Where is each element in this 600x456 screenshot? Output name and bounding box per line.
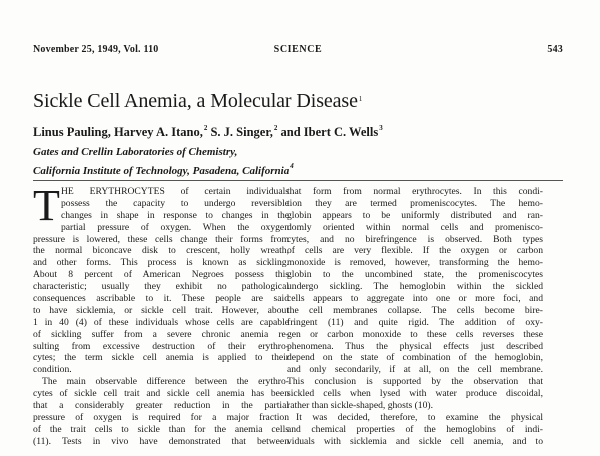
text-line: consequences ascribable to it. These people are said (33, 293, 289, 305)
text-line: 1 in 40 (4) of these individuals whose cells are capable (33, 316, 289, 328)
text-line: undergo sickling. The hemoglobin within the sickled (287, 281, 543, 293)
text-line: (11). Tests in vivo have demonstrated that between (33, 435, 289, 447)
text-line: monoxide is removed, however, transforming the hemo- (287, 257, 543, 269)
text-line: HE ERYTHROCYTES of certain individuals (61, 186, 289, 197)
author-list (33, 124, 573, 140)
text-line: This conclusion is supported by the observation that (287, 376, 543, 388)
text-line: pressure of oxygen is required for a major fraction (33, 411, 289, 423)
affiliation-line-2 (33, 162, 573, 177)
text-line: It was decided, therefore, to examine the physical (296, 411, 543, 423)
text-line: fringent (11) and quite rigid. The addition of oxy- (287, 316, 543, 328)
text-line: of the trait cells to sickle than for the anemia cells (33, 423, 289, 435)
text-line: sulting from excessive destruction of their erythro- (33, 340, 289, 352)
text-line: cytes of sickle cell trait and sickle cell anemia has been (33, 388, 289, 400)
author-name: S. J. Singer, (210, 125, 273, 139)
text-line: gen or carbon monoxide to these cells reverses these (287, 328, 543, 340)
text-line: cytes; the term sickle cell anemia is applied to their (33, 352, 289, 364)
text-line: of sickling suffer from a severe chronic anemia re- (33, 328, 289, 340)
issue-date: November 25, 1949, Vol. 110 (33, 44, 159, 55)
author-name: and Ibert C. Wells (280, 125, 379, 139)
author-footnote-mark: 2 (273, 124, 278, 132)
author-name: Linus Pauling, (33, 125, 111, 139)
text-line: possess the capacity to undergo reversible (61, 197, 289, 209)
text-line: of cells are very flexible. If the oxygen or carbon (287, 245, 543, 257)
text-line: the cell membranes collapse. The cells become bire- (287, 304, 543, 316)
body-column-left (33, 181, 289, 448)
text-line: cytes, and no birefringence is observed. Both types (287, 233, 543, 245)
text-line: sickled cells when lysed with water produce discoidal, (287, 388, 543, 400)
text-line: characteristic; usually they exhibit no pathological (33, 281, 289, 293)
running-header (33, 44, 563, 58)
title-footnote-mark: 1 (358, 95, 363, 103)
affiliation-line-1: Gates and Crellin Laboratories of Chemistry, (33, 146, 238, 158)
text-line: that a considerably greater reduction in the partial (33, 400, 289, 412)
text-line: and other forms. This process is known as sickling. (33, 257, 289, 269)
header-divider (33, 180, 563, 181)
text-line: and only secondarily, if at all, on the cell membrane. (287, 364, 543, 376)
text-line: globin to the uncombined state, the promeniscocytes (287, 269, 543, 281)
affiliation-footnote-mark: 4 (290, 162, 294, 170)
text-line: changes in shape in response to changes in the (61, 209, 289, 221)
affiliation-text: California Institute of Technology, Pasadena, California (33, 165, 290, 177)
text-line: phenomena. Thus the physical effects just described (287, 340, 543, 352)
title-text: Sickle Cell Anemia, a Molecular Disease (33, 90, 358, 112)
text-line: that form from normal erythrocytes. In this condi- (287, 186, 543, 197)
page-number: 543 (547, 44, 563, 55)
text-line: viduals with sicklemia and sickle cell anemia, and to (287, 435, 543, 447)
text-line: domly oriented within normal cells and promenisco- (287, 221, 543, 233)
text-line: to have sicklemia, or sickle cell trait. However, about (33, 304, 289, 316)
journal-name: SCIENCE (273, 44, 323, 55)
body-column-right (287, 186, 543, 448)
text-line: and chemical properties of the hemoglobins of indi- (287, 423, 543, 435)
text-line: partial pressure of oxygen. When the oxygen (61, 221, 289, 233)
drop-cap: T (33, 181, 60, 230)
author-footnote-mark: 2 (203, 124, 208, 132)
text-line: globin appears to be uniformly distributed and ran- (287, 209, 543, 221)
text-line: the normal biconcave disk to crescent, holly wreath, (33, 245, 289, 257)
text-line: depend on the state of combination of the hemoglobin, (287, 352, 543, 364)
article-title (33, 90, 573, 113)
text-line: pressure is lowered, these cells change their forms from (33, 233, 289, 245)
text-line: condition. (33, 364, 72, 376)
text-line: The main observable difference between the erythro- (42, 376, 289, 388)
text-line: About 8 percent of American Negroes possess this (33, 269, 289, 281)
author-name: Harvey A. Itano, (113, 125, 203, 139)
text-line: tion they are termed promeniscocytes. The hemo- (287, 197, 543, 209)
text-line: cells appears to aggregate into one or more foci, and (287, 293, 543, 305)
text-line: rather than sickle-shaped, ghosts (10). (287, 400, 433, 412)
author-footnote-mark: 3 (379, 124, 383, 132)
